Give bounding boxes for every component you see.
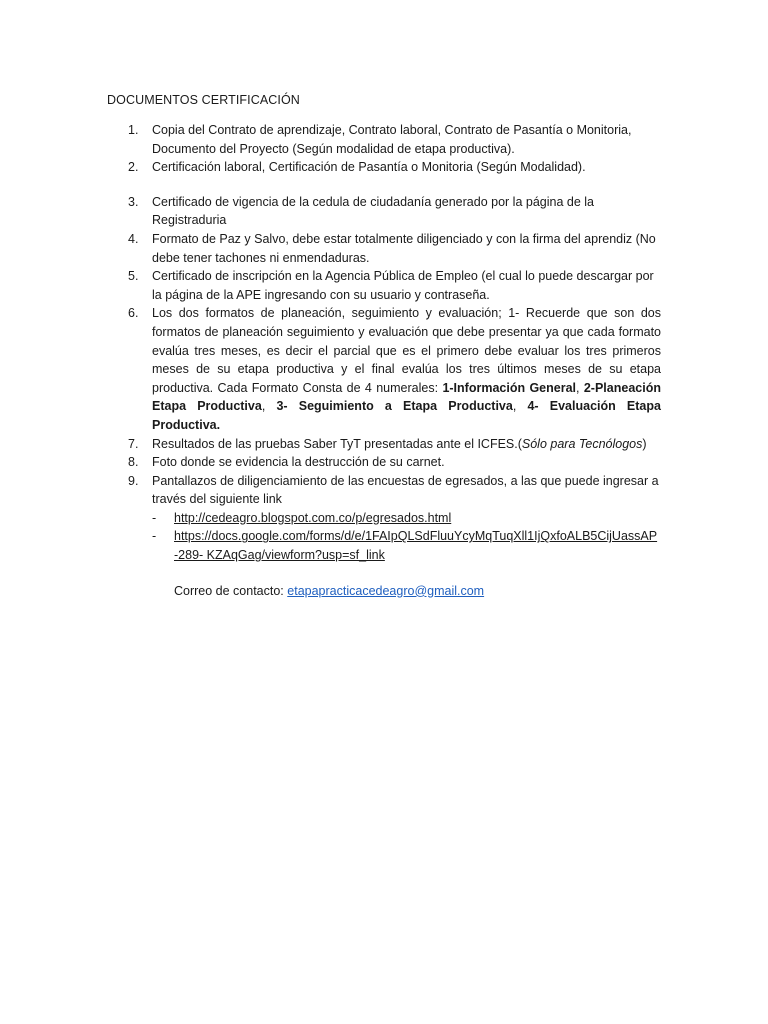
separator: , xyxy=(261,399,277,414)
numeral-4: 4- Evaluación Etapa Productiva. xyxy=(152,399,661,432)
contact-line xyxy=(174,582,768,601)
list-item xyxy=(0,472,768,509)
separator: , xyxy=(576,380,584,395)
item-number: 9. xyxy=(128,473,139,488)
item-number: 2. xyxy=(128,160,139,175)
item-number: 4. xyxy=(128,231,139,246)
item-text xyxy=(152,435,661,454)
item-number: 5. xyxy=(128,269,139,284)
list-item xyxy=(0,121,768,158)
item-text: Formato de Paz y Salvo, debe estar totalmente diligenciado y con la firma del aprendiz (No debe tener tachones ni enmendaduras. xyxy=(152,231,656,265)
numeral-1: 1-Información General xyxy=(442,380,577,395)
survey-link[interactable]: http://cedeagro.blogspot.com.co/p/egresados.html xyxy=(174,510,452,525)
contact-label: Correo de contacto: xyxy=(174,583,288,598)
survey-link[interactable]: https://docs.google.com/forms/d/e/1FAIpQLSdFluuYcyMqTuqXll1IjQxfoALB5CijUassAP-289- KZAqGag/viewform?usp=sf_link xyxy=(174,529,658,563)
item-text xyxy=(152,304,661,434)
item-text-main: Los dos formatos de planeación, seguimiento y evaluación; 1- Recuerde que son dos formatos de planeación seguimiento y evaluación que debe presentar ya que cada formato evalúa tres meses, es decir el parcial que es el primero debe evaluar los tres primeros meses de su etapa productiva y el final evalúa los tres últimos meses de su etapa productiva. Cada Formato Consta de 4 numerales: xyxy=(152,306,661,395)
numeral-2: 2-Planeación Etapa Productiva xyxy=(152,380,661,414)
link-item xyxy=(0,527,768,564)
numeral-3: 3- Seguimiento a Etapa Productiva xyxy=(276,399,513,414)
list-item xyxy=(0,158,768,177)
link-dash: - xyxy=(152,529,157,544)
item-number: 7. xyxy=(128,436,139,451)
separator: , xyxy=(512,399,528,414)
item-text: Certificado de inscripción en la Agencia Pública de Empleo (el cual lo puede descargar por la página de la APE ingresando con su usuario y contraseña. xyxy=(152,269,654,302)
item-number: 8. xyxy=(128,455,139,470)
list-item xyxy=(0,435,768,454)
list-item xyxy=(0,304,768,434)
item-text: Copia del Contrato de aprendizaje, Contrato laboral, Contrato de Pasantía o Monitoria, Documento del Proyecto (Según modalidad de etapa productiva). xyxy=(152,123,632,156)
item-text-main: Resultados de las pruebas Saber TyT presentadas ante el ICFES.( xyxy=(152,436,522,451)
item-text: Foto donde se evidencia la destrucción de su carnet. xyxy=(152,455,445,470)
list-item xyxy=(0,230,768,267)
item-text: Certificación laboral, Certificación de Pasantía o Monitoria (Según Modalidad). xyxy=(152,160,586,175)
link-item xyxy=(0,509,768,528)
item-text: Pantallazos de diligenciamiento de las encuestas de egresados, a las que puede ingresar a través del siguiente link xyxy=(152,473,659,507)
link-dash: - xyxy=(152,510,157,525)
item-text-end: ) xyxy=(642,436,647,451)
item-number: 1. xyxy=(128,123,139,137)
document-title: DOCUMENTOS CERTIFICACIÓN xyxy=(107,93,300,107)
spacer xyxy=(0,177,768,193)
item-number: 3. xyxy=(128,194,139,209)
requirements-list xyxy=(0,121,768,600)
contact-email-link[interactable]: etapapracticacedeagro@gmail.com xyxy=(287,583,485,598)
item-number: 6. xyxy=(128,306,139,321)
list-item xyxy=(0,453,768,472)
item-text-italic: Sólo para Tecnólogos xyxy=(521,436,643,451)
item-text: Certificado de vigencia de la cedula de ciudadanía generado por la página de la Registraduria xyxy=(152,194,594,228)
list-item xyxy=(0,267,768,304)
list-item xyxy=(0,193,768,230)
